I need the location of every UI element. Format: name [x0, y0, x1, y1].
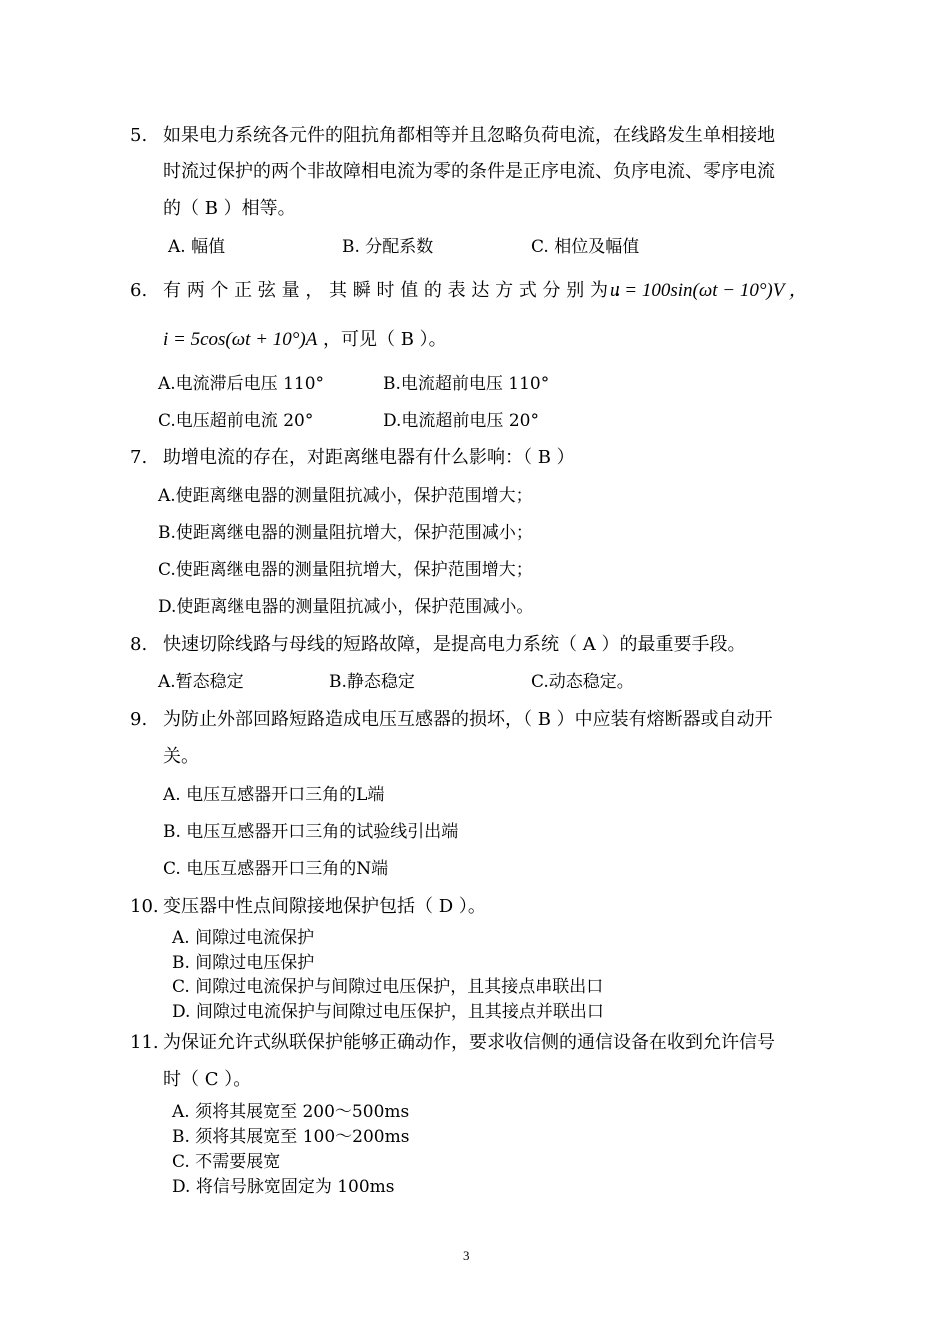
question-11-option-b: B. 须将其展宽至 100～200ms: [172, 1127, 410, 1147]
question-9-text-line-2: 关。: [163, 746, 199, 767]
question-6-option-c: C.电压超前电流 20°: [158, 411, 314, 431]
question-7-option-a: A.使距离继电器的测量阻抗减小，保护范围增大；: [158, 486, 533, 506]
question-8-option-b: B.静态稳定: [329, 672, 415, 692]
question-8-text-line-1: 快速切除线路与母线的短路故障，是提高电力系统（ A ）的最重要手段。: [163, 634, 746, 655]
question-6-option-a: A.电流滞后电压 110°: [158, 374, 325, 394]
question-9-number: 9.: [130, 709, 148, 730]
question-10-number: 10.: [130, 896, 159, 917]
page-number: 3: [463, 1248, 470, 1263]
question-11-text-line-2: 时（ C ）。: [163, 1069, 252, 1090]
question-6-option-b: B.电流超前电压 110°: [383, 374, 550, 394]
question-10-option-c: C. 间隙过电流保护与间隙过电压保护，且其接点串联出口: [172, 977, 604, 997]
question-5-text-line-2: 时流过保护的两个非故障相电流为零的条件是正序电流、负序电流、零序电流: [163, 161, 775, 182]
question-6-option-d: D.电流超前电压 20°: [383, 411, 539, 431]
question-10-option-a: A. 间隙过电流保护: [172, 928, 315, 948]
question-7-number: 7.: [130, 447, 148, 468]
question-7-option-b: B.使距离继电器的测量阻抗增大，保护范围减小；: [158, 523, 533, 543]
question-6-voltage-formula: u = 100sin(ωt − 10°)V ，: [610, 280, 808, 301]
question-5-option-a: A. 幅值: [168, 237, 226, 257]
question-11-text-line-1: 为保证允许式纵联保护能够正确动作，要求收信侧的通信设备在收到允许信号: [163, 1032, 775, 1053]
question-5-option-b: B. 分配系数: [342, 237, 434, 257]
question-9-option-b: B. 电压互感器开口三角的试验线引出端: [163, 822, 459, 842]
question-7-text-line-1: 助增电流的存在，对距离继电器有什么影响：（ B ）: [163, 447, 575, 468]
question-9-text-line-1: 为防止外部回路短路造成电压互感器的损坏，（ B ）中应装有熔断器或自动开: [163, 709, 773, 730]
question-9-option-c: C. 电压互感器开口三角的N端: [163, 859, 389, 879]
question-7-option-d: D.使距离继电器的测量阻抗减小，保护范围减小。: [158, 597, 534, 617]
question-7-option-c: C.使距离继电器的测量阻抗增大，保护范围增大；: [158, 560, 533, 580]
question-6-text-line-1: 有 两 个 正 弦 量 ， 其 瞬 时 值 的 表 达 方 式 分 别 为 ：: [163, 280, 632, 301]
question-5-option-c: C. 相位及幅值: [531, 237, 640, 257]
question-6-current-formula: i = 5cos(ωt + 10°)A: [163, 329, 318, 350]
question-5-text-line-3: 的（ B ）相等。: [163, 198, 296, 219]
question-11-number: 11.: [130, 1032, 159, 1053]
question-10-option-b: B. 间隙过电压保护: [172, 953, 315, 973]
question-5-number: 5.: [130, 125, 148, 146]
question-11-option-a: A. 须将其展宽至 200～500ms: [172, 1102, 410, 1122]
question-5-text-line-1: 如果电力系统各元件的阻抗角都相等并且忽略负荷电流，在线路发生单相接地: [163, 125, 775, 146]
question-6-text-line-2: ，可见（ B ）。: [323, 329, 447, 350]
question-10-text-line-1: 变压器中性点间隙接地保护包括（ D ）。: [163, 896, 486, 917]
question-10-option-d: D. 间隙过电流保护与间隙过电压保护，且其接点并联出口: [172, 1002, 604, 1022]
question-11-option-c: C. 不需要展宽: [172, 1152, 281, 1172]
question-11-option-d: D. 将信号脉宽固定为 100ms: [172, 1177, 395, 1197]
question-8-number: 8.: [130, 634, 148, 655]
question-9-option-a: A. 电压互感器开口三角的L端: [163, 785, 385, 805]
question-8-option-a: A.暂态稳定: [158, 672, 244, 692]
question-8-option-c: C.动态稳定。: [531, 672, 634, 692]
question-6-number: 6.: [130, 280, 148, 301]
